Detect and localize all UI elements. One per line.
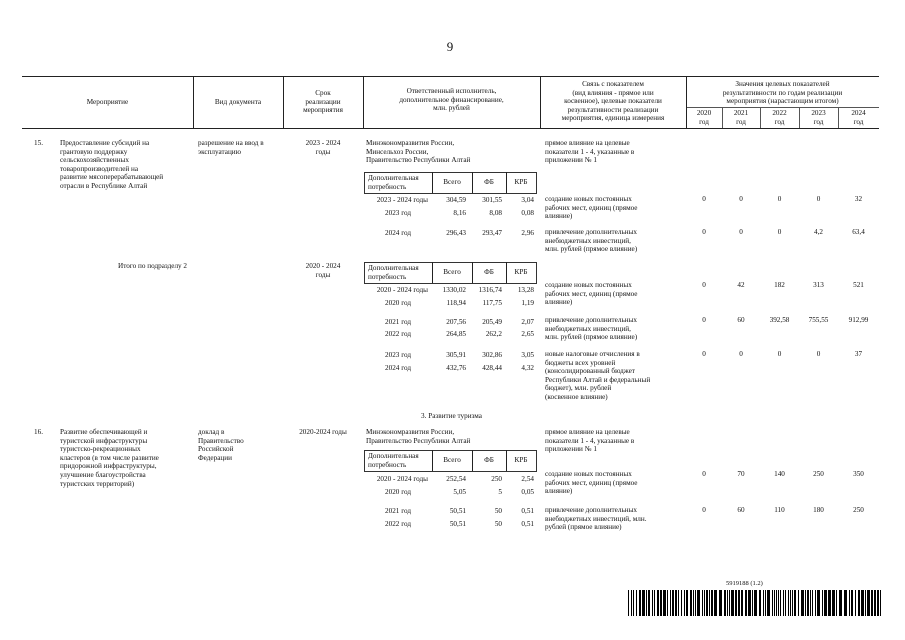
row15-responsible: Минэкономразвития России, Минсельхоз России, Правительство Республики Алтай [366, 139, 471, 165]
row16-fin-fb-header: ФБ [484, 456, 494, 464]
header-doc-type: Вид документа [214, 98, 262, 106]
row16-ind2-2020: 0 [702, 506, 706, 514]
row16-fin-total-header: Всего [443, 456, 461, 464]
row16-fin-period: 2020 год [385, 488, 411, 496]
row15-fin-total: 296,43 [446, 229, 466, 237]
row15-fin-period: 2024 год [385, 229, 411, 237]
row15-fin-krb-header: КРБ [514, 178, 528, 186]
row16-fin-period: 2021 год [385, 507, 411, 515]
row16-ind1-2020: 0 [702, 470, 706, 478]
header-responsible: Ответственный исполнитель, дополнительное финансирование, млн. рублей [399, 87, 504, 113]
row16-fin-fb: 50 [494, 507, 502, 515]
subtotal2-indicator-text: создание новых постоянных рабочих мест, единиц (прямое влияние) [545, 281, 638, 307]
row16-ind1-2024: 350 [853, 470, 864, 478]
header-bottom-rule [22, 128, 879, 129]
subtotal2-fin-total: 264,85 [446, 330, 466, 338]
row15-ind1-2021: 0 [739, 195, 743, 203]
row16-fin-krb: 0,51 [521, 507, 534, 515]
subtotal2-ind1-2023: 313 [813, 281, 824, 289]
header-values: Значения целевых показателей результативности по годам реализации мероприятия (нарастающим итогом) [722, 80, 843, 106]
row16-ind1-2022: 140 [774, 470, 785, 478]
subtotal2-fin-krb: 4,32 [521, 364, 534, 372]
subtotal2-ind3-2020: 0 [702, 350, 706, 358]
row15-fin-period: 2023 - 2024 годы [376, 196, 428, 204]
subtotal2-ind1-2024: 521 [853, 281, 864, 289]
row15-fin-total: 304,59 [446, 196, 466, 204]
header-year-2020: 2020 год [696, 109, 712, 126]
row15-ind2-2020: 0 [702, 228, 706, 236]
barcode-caption: 5919188 (1.2) [726, 580, 763, 587]
subtotal2-fin-total: 118,94 [446, 299, 466, 307]
subtotal2-fin-krb: 2,07 [521, 318, 534, 326]
table-top-rule [22, 76, 879, 77]
row15-fin-fb: 8,08 [489, 209, 502, 217]
row16-indicator-text: создание новых постоянных рабочих мест, единиц (прямое влияние) [545, 470, 638, 496]
header-year-2024: 2024 год [851, 109, 866, 126]
row16-link-intro: прямое влияние на целевые показатели 1 - 4, указанные в приложении № 1 [545, 428, 635, 454]
subtotal2-ind1-2020: 0 [702, 281, 706, 289]
row15-fin-label: Дополнительная потребность [368, 174, 419, 191]
page-number: 9 [446, 39, 454, 54]
row15-ind2-2023: 4,2 [814, 228, 823, 236]
subtotal2-ind1-2021: 42 [737, 281, 745, 289]
row16-ind2-2021: 60 [737, 506, 745, 514]
row16-fin-krb: 0,51 [521, 520, 534, 528]
header-year-2022: 2022 год [772, 109, 787, 126]
subtotal2-ind2-2020: 0 [702, 316, 706, 324]
subtotal2-fin-period: 2022 год [385, 330, 411, 338]
row16-fin-label: Дополнительная потребность [368, 452, 419, 469]
subtotal2-fin-fb: 302,86 [482, 351, 502, 359]
row15-fin-total-header: Всего [443, 178, 461, 186]
row15-fin-fb: 301,55 [482, 196, 502, 204]
subtotal2-ind2-2024: 912,99 [848, 316, 869, 324]
row15-activity: Предоставление субсидий на грантовую поддержку сельскохозяйственных товаропроизводителей на развитие мясоперерабатывающей отрасли в Республике Алтай [60, 139, 164, 190]
subtotal2-ind1-2022: 182 [774, 281, 785, 289]
subtotal2-fin-fb-header: ФБ [484, 268, 494, 276]
subtotal2-ind3-2022: 0 [777, 350, 782, 358]
subtotal2-fin-krb: 13,28 [517, 286, 534, 294]
row15-number: 15. [34, 139, 43, 147]
row16-fin-krb-header: КРБ [514, 456, 528, 464]
subtotal2-term: 2020 - 2024 годы [305, 262, 341, 279]
subtotal2-fin-period: 2024 год [385, 364, 411, 372]
row16-ind2-2024: 250 [853, 506, 864, 514]
row15-term: 2023 - 2024 годы [305, 139, 341, 156]
row15-ind1-2020: 0 [702, 195, 706, 203]
subtotal2-indicator-text: новые налоговые отчисления в бюджеты всех уровней (консолидированный бюджет Республики Алтай и федеральный бюджет), млн. рублей (косвенное влияние) [545, 350, 651, 401]
row16-responsible: Минэкономразвития России, Правительство Республики Алтай [366, 428, 471, 445]
subtotal2-fin-fb: 117,75 [482, 299, 502, 307]
section-title: 3. Развитие туризма [421, 412, 482, 420]
row16-fin-total: 252,54 [446, 475, 466, 483]
subtotal2-fin-total: 305,91 [446, 351, 466, 359]
row16-fin-total: 50,51 [449, 520, 466, 528]
row15-indicator-text: привлечение дополнительных внебюджетных инвестиций, млн. рублей (прямое влияние) [545, 228, 638, 254]
row16-indicator-text: привлечение дополнительных внебюджетных инвестиций, млн. рублей (прямое влияние) [545, 506, 647, 532]
row15-ind1-2022: 0 [777, 195, 782, 203]
subtotal2-fin-total: 432,76 [446, 364, 466, 372]
row15-indicator-text: создание новых постоянных рабочих мест, единиц (прямое влияние) [545, 195, 638, 221]
subtotal2-fin-period: 2021 год [385, 318, 411, 326]
row15-fin-period: 2023 год [385, 209, 411, 217]
row15-fin-total: 8,16 [453, 209, 466, 217]
row16-fin-krb: 0,05 [521, 488, 534, 496]
subtotal2-fin-period: 2023 год [385, 351, 411, 359]
row15-fin-fb-header: ФБ [484, 178, 494, 186]
row16-number: 16. [34, 428, 43, 436]
subtotal2-fin-period: 2020 - 2024 годы [376, 286, 428, 294]
row15-fin-fb: 293,47 [482, 229, 502, 237]
row16-fin-period: 2020 - 2024 годы [376, 475, 428, 483]
subtotal2-indicator-text: привлечение дополнительных внебюджетных инвестиций, млн. рублей (прямое влияние) [545, 316, 638, 342]
row15-fin-krb: 0,08 [521, 209, 534, 217]
row15-fin-krb: 2,96 [521, 229, 534, 237]
header-term: Срок реализации мероприятия [303, 89, 343, 115]
subtotal2-fin-fb: 205,49 [482, 318, 502, 326]
row16-term: 2020-2024 годы [299, 428, 347, 436]
row15-ind2-2022: 0 [777, 228, 782, 236]
row15-ind2-2024: 63,4 [852, 228, 865, 236]
row16-activity: Развитие обеспечивающей и туристской инфраструктуры туристско-рекреационных кластеров (в том числе развитие придорожной инфраструктуры, улучшение благоустройства туристских территорий) [60, 428, 159, 488]
subtotal2-fin-krb: 3,05 [521, 351, 534, 359]
row16-fin-krb: 2,54 [521, 475, 534, 483]
subtotal2-fin-fb: 1316,74 [478, 286, 502, 294]
row16-fin-fb: 250 [491, 475, 502, 483]
subtotal2-ind2-2023: 755,55 [808, 316, 829, 324]
row15-fin-krb: 3,04 [521, 196, 534, 204]
header-year-2021: 2021 год [733, 109, 749, 126]
header-activity: Мероприятие [86, 98, 129, 106]
subtotal2-label: Итого по подразделу 2 [118, 262, 188, 270]
subtotal2-ind3-2023: 0 [816, 350, 821, 358]
row16-fin-fb: 5 [498, 488, 502, 496]
subtotal2-ind2-2022: 392,58 [769, 316, 790, 324]
row15-ind1-2024: 32 [854, 195, 863, 203]
subtotal2-fin-label: Дополнительная потребность [368, 264, 419, 281]
row15-ind1-2023: 0 [816, 195, 821, 203]
subtotal2-fin-period: 2020 год [385, 299, 411, 307]
row16-fin-total: 5,05 [453, 488, 466, 496]
row16-ind2-2023: 180 [813, 506, 824, 514]
subtotal2-ind2-2021: 60 [737, 316, 745, 324]
subtotal2-fin-krb-header: КРБ [514, 268, 528, 276]
row16-ind1-2021: 70 [737, 470, 745, 478]
row15-link-intro: прямое влияние на целевые показатели 1 - 4, указанные в приложении № 1 [545, 139, 635, 165]
row15-ind2-2021: 0 [739, 228, 743, 236]
row16-fin-period: 2022 год [385, 520, 411, 528]
header-year-2023: 2023 год [811, 109, 826, 126]
subtotal2-fin-fb: 428,44 [482, 364, 502, 372]
row16-doc-type: доклад в Правительство Российской Федерации [198, 428, 244, 462]
subtotal2-fin-krb: 1,19 [521, 299, 534, 307]
row16-ind2-2022: 110 [774, 506, 785, 514]
row15-doc-type: разрешение на ввод в эксплуатацию [198, 139, 264, 156]
subtotal2-fin-fb: 262,2 [485, 330, 502, 338]
subtotal2-ind3-2024: 37 [854, 350, 863, 358]
subtotal2-fin-krb: 2,65 [521, 330, 534, 338]
years-header-rule [686, 107, 879, 108]
subtotal2-fin-total-header: Всего [443, 268, 461, 276]
subtotal2-ind3-2021: 0 [739, 350, 743, 358]
subtotal2-fin-total: 207,56 [446, 318, 466, 326]
subtotal2-fin-total: 1330,02 [442, 286, 466, 294]
row16-ind1-2023: 250 [813, 470, 824, 478]
barcode [628, 590, 883, 616]
header-link: Связь с показателем (вид влияния - прямое или косвенное), целевые показатели результативности реализации мероприятия, единица измерения [561, 80, 665, 123]
row16-fin-fb: 50 [494, 520, 502, 528]
row16-fin-total: 50,51 [449, 507, 466, 515]
